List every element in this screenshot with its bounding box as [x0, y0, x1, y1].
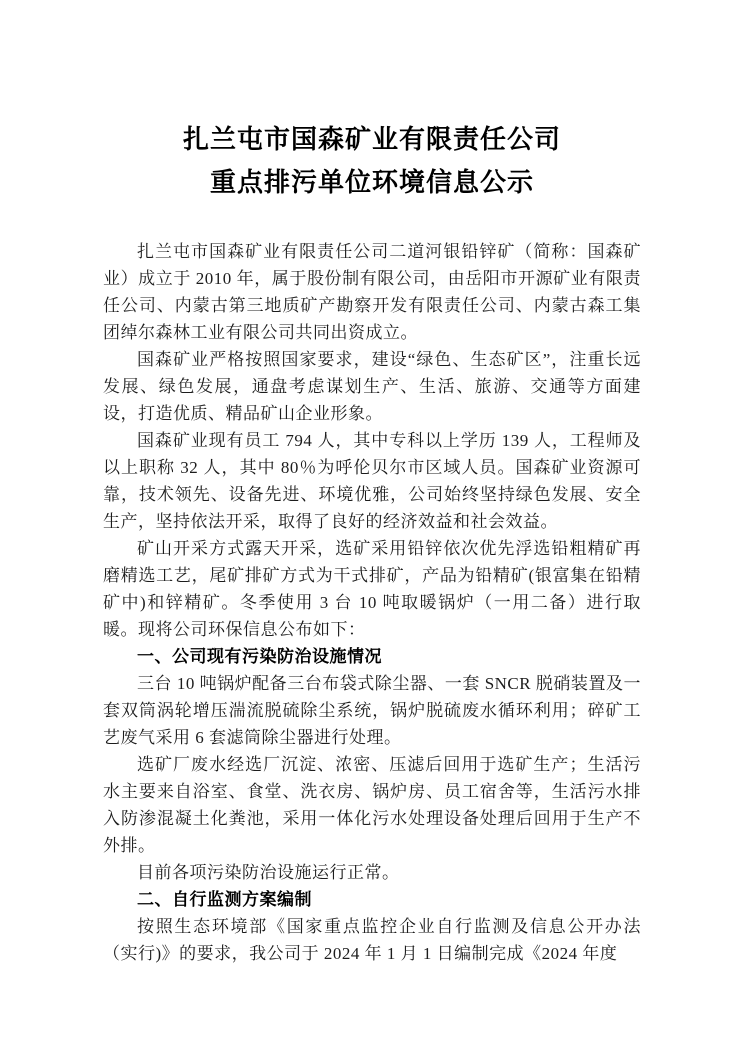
paragraph-wastewater-treatment: 选矿厂废水经选厂沉淀、浓密、压滤后回用于选矿生产；生活污水主要来自浴室、食堂、洗衣房、锅炉房、员工宿舍等，生活污水排入防渗混凝土化粪池，采用一体化污水处理设备处理后回用于生产不外排。 [103, 755, 641, 855]
title-line-1: 扎兰屯市国森矿业有限责任公司 [182, 125, 561, 154]
paragraph-monitoring-plan: 按照生态环境部《国家重点监控企业自行监测及信息公开办法（实行)》的要求，我公司于 2024 年 1 月 1 日编制完成《2024 年度 [103, 917, 641, 963]
paragraph-boiler-dust-removal: 三台 10 吨锅炉配备三台布袋式除尘器、一套 SNCR 脱硝装置及一套双筒涡轮增压湍流脱硫除尘系统，锅炉脱硫废水循环利用；碎矿工艺废气采用 6 套滤筒除尘器进行处理。 [103, 674, 641, 747]
title-line-2: 重点排污单位环境信息公示 [209, 168, 534, 197]
section-heading-self-monitoring: 二、自行监测方案编制 [137, 890, 312, 909]
paragraph-facilities-status: 目前各项污染防治设施运行正常。 [137, 863, 400, 882]
paragraph-green-mine-policy: 国森矿业严格按照国家要求，建设“绿色、生态矿区”，注重长远发展、绿色发展，通盘考虑谋划生产、生活、旅游、交通等方面建设，打造优质、精品矿山企业形象。 [103, 350, 641, 423]
paragraph-mining-process: 矿山开采方式露天开采，选矿采用铅锌依次优先浮选铅粗精矿再磨精选工艺，尾矿排矿方式为干式排矿，产品为铅精矿(银富集在铅精矿中)和锌精矿。冬季使用 3 台 10 吨取暖锅炉（一用二备）进行取暖。现将公司环保信息公布如下： [103, 539, 641, 639]
paragraph-company-intro: 扎兰屯市国森矿业有限责任公司二道河银铅锌矿（简称：国森矿业）成立于 2010 年，属于股份制有限公司，由岳阳市开源矿业有限责任公司、内蒙古第三地质矿产勘察开发有限责任公司、内蒙古森工集团绰尔森林工业有限公司共同出资成立。 [103, 242, 641, 342]
section-heading-pollution-control: 一、公司现有污染防治设施情况 [137, 647, 382, 666]
paragraph-employees-resources: 国森矿业现有员工 794 人，其中专科以上学历 139 人，工程师及以上职称 32 人，其中 80％为呼伦贝尔市区域人员。国森矿业资源可靠，技术领先、设备先进、环境优雅，公司始终坚持绿色发展、安全生产，坚持依法开采，取得了良好的经济效益和社会效益。 [103, 431, 641, 531]
document-title [103, 118, 641, 204]
